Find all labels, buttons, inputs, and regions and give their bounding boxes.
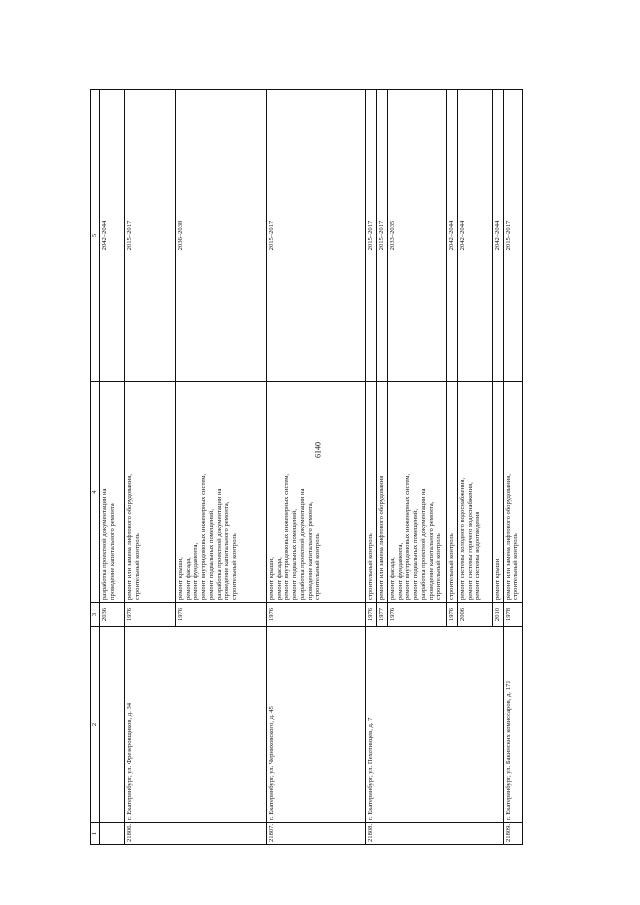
work-item: ремонт системы горячего водоснабжения, <box>466 482 474 600</box>
header-col-3: 3 <box>91 603 100 627</box>
work-item: разработка проектной документации на <box>215 488 223 600</box>
work-item: разработка проектной документации на <box>101 488 108 600</box>
year-cell: 1976 <box>388 603 447 627</box>
works-cell <box>377 382 388 603</box>
year-cell: 1977 <box>377 603 388 627</box>
address-cell: г. Екатеринбург, ул. Черняховского, д. 45 <box>267 627 366 823</box>
period-cell: 2042–2044 <box>458 90 493 382</box>
header-col-5: 5 <box>91 90 100 382</box>
header-col-1: 1 <box>91 823 100 845</box>
table-row <box>267 90 366 845</box>
work-item: строительный контроль <box>435 533 443 600</box>
work-item: ремонт системы холодного водоснабжения, <box>459 477 466 600</box>
work-item: ремонт фундамента, <box>396 542 404 600</box>
year-cell: 1976 <box>267 603 366 627</box>
work-item: проведение капитального ремонта <box>108 503 116 600</box>
works-cell <box>366 382 377 603</box>
period-cell: 2015–2017 <box>503 90 522 382</box>
work-item: ремонт или замена лифтового оборудования, <box>126 474 133 600</box>
number-cell: 21808. <box>366 823 504 845</box>
table-row <box>125 90 176 845</box>
work-item: проведение капитального ремонта, <box>306 501 314 600</box>
work-item: строительный контроль <box>314 533 322 600</box>
works-cell <box>458 382 493 603</box>
number-cell <box>100 823 125 845</box>
works-cell <box>176 382 267 603</box>
header-col-2: 2 <box>91 627 100 823</box>
work-item: ремонт подвальных помещений, <box>412 509 420 600</box>
number-cell: 21809. <box>503 823 522 845</box>
year-cell: 2010 <box>493 603 504 627</box>
work-item: ремонт крыши, <box>268 557 275 600</box>
header-row <box>91 90 100 845</box>
address-cell <box>100 627 125 823</box>
year-cell: 1978 <box>503 603 522 627</box>
work-item: проведение капитального ремонта, <box>223 501 231 600</box>
works-cell <box>447 382 458 603</box>
period-cell: 2033–2035 <box>388 90 447 382</box>
number-cell: 21807. <box>267 823 366 845</box>
year-cell: 1976 <box>176 603 267 627</box>
work-item: ремонт системы водоотведения <box>474 511 482 600</box>
works-cell <box>388 382 447 603</box>
work-item: строительный контроль <box>133 533 141 600</box>
period-cell: 2015–2017 <box>267 90 366 382</box>
work-item: разработка проектной документации на <box>419 488 427 600</box>
header-col-4: 4 <box>91 382 100 603</box>
year-cell: 1976 <box>125 603 176 627</box>
period-cell: 2015–2017 <box>377 90 388 382</box>
work-item: ремонт фундамента, <box>192 542 200 600</box>
work-item: ремонт или замена лифтового оборудования <box>378 475 385 600</box>
works-cell <box>503 382 522 603</box>
work-item: ремонт фасада, <box>184 557 192 600</box>
work-item: строительный контроль <box>230 533 238 600</box>
year-cell: 1976 <box>366 603 377 627</box>
number-cell: 21806. <box>125 823 267 845</box>
work-item: ремонт внутридомовых инженерных систем, <box>200 473 208 600</box>
year-cell: 2006 <box>458 603 493 627</box>
works-cell <box>267 382 366 603</box>
period-cell: 2015–2017 <box>366 90 377 382</box>
work-item: ремонт внутридомовых инженерных систем, <box>283 473 291 600</box>
work-item: строительный контроль <box>512 533 520 600</box>
period-cell: 2042–2044 <box>447 90 458 382</box>
works-cell <box>493 382 504 603</box>
address-cell: г. Екатеринбург, ул. Пехотинцев, д. 7 <box>366 627 504 823</box>
work-item: строительный контроль <box>367 533 374 600</box>
rotated-table-container <box>90 90 553 845</box>
address-cell: г. Екатеринбург, ул. Фрезеровщиков, д. 34 <box>125 627 267 823</box>
table-row <box>100 90 125 845</box>
work-item: ремонт крыши <box>494 558 501 600</box>
repair-schedule-table <box>90 89 523 845</box>
period-cell: 2042–2044 <box>100 90 125 382</box>
work-item: ремонт крыши, <box>177 557 184 600</box>
work-item: ремонт внутридомовых инженерных систем, <box>404 473 412 600</box>
period-cell: 2015–2017 <box>125 90 176 382</box>
page-number: 6140 <box>313 442 323 458</box>
work-item: ремонт подвальных помещений, <box>291 509 299 600</box>
work-item: ремонт подвальных помещений, <box>207 509 215 600</box>
works-cell <box>100 382 125 603</box>
period-cell: 2036–2038 <box>176 90 267 382</box>
period-cell: 2042–2044 <box>493 90 504 382</box>
year-cell: 1976 <box>447 603 458 627</box>
work-item: ремонт или замена лифтового оборудования, <box>504 474 512 600</box>
works-cell <box>125 382 176 603</box>
work-item: строительный контроль <box>448 533 455 600</box>
work-item: ремонт фасада, <box>389 557 396 600</box>
table-row <box>366 90 377 845</box>
work-item: разработка проектной документации на <box>298 488 306 600</box>
year-cell: 2036 <box>100 603 125 627</box>
work-item: ремонт фасада, <box>275 557 283 600</box>
table-row <box>503 90 522 845</box>
work-item: проведение капитального ремонта, <box>427 501 435 600</box>
address-cell: г. Екатеринбург, ул. Бакинских комиссаров, д. 171 <box>503 627 522 823</box>
